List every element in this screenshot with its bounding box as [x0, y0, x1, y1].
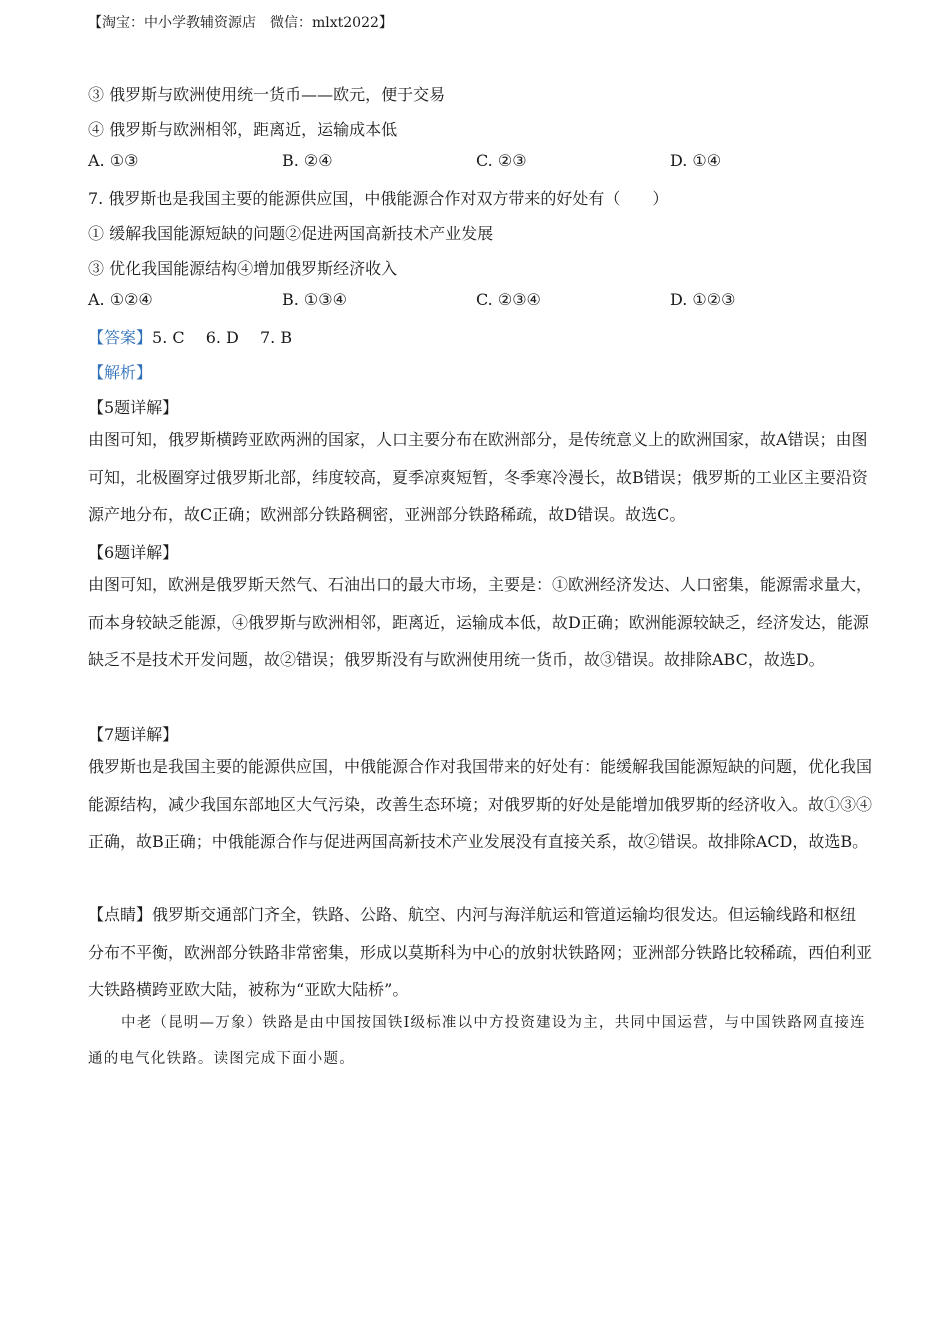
reading-passage: 中老（昆明—万象）铁路是由中国按国铁Ⅰ级标准以中方投资建设为主，共同中国运营，与中国铁路网直接连通的电气化铁路。读图完成下面小题。 [88, 1015, 866, 1067]
answer-label: 【答案】 [88, 328, 153, 347]
page-header: 【淘宝：中小学教辅资源店 微信：mlxt2022】 [88, 15, 393, 31]
q7-choice-a: A. ①②④ [88, 290, 153, 309]
q7-stem: 7. 俄罗斯也是我国主要的能源供应国，中俄能源合作对双方带来的好处有（ ） [88, 189, 669, 208]
detail-6-text: 由图可知，欧洲是俄罗斯天然气、石油出口的最大市场，主要是：①欧洲经济发达、人口密集，能源需求量大，而本身较缺乏能源，④俄罗斯与欧洲相邻，距离近，运输成本低，故D正确；欧洲能源较缺乏，经济发达，能源缺乏不是技术开发问题，故②错误；俄罗斯没有与欧洲使用统一货币，故③错误。故排除ABC，故选D。 [88, 575, 873, 669]
detail-7-title: 【7题详解】 [88, 725, 179, 744]
detail-5-title: 【5题详解】 [88, 398, 179, 417]
answer-line [88, 325, 292, 348]
q7-statement-line-2: ③ 优化我国能源结构④增加俄罗斯经济收入 [88, 259, 398, 278]
q7-choice-b: B. ①③④ [282, 290, 347, 309]
q7-choice-c: C. ②③④ [476, 290, 541, 309]
q7-choice-d: D. ①②③ [670, 290, 736, 309]
tip-text: 俄罗斯交通部门齐全，铁路、公路、航空、内河与海洋航运和管道运输均很发达。但运输线路和枢纽分布不平衡，欧洲部分铁路非常密集，形成以莫斯科为中心的放射状铁路网；亚洲部分铁路比较稀疏，西伯利亚大铁路横跨亚欧大陆，被称为“亚欧大陆桥”。 [88, 905, 873, 999]
detail-5-text: 由图可知，俄罗斯横跨亚欧两洲的国家，人口主要分布在欧洲部分，是传统意义上的欧洲国家，故A错误；由图可知，北极圈穿过俄罗斯北部，纬度较高，夏季凉爽短暂，冬季寒冷漫长，故B错误；俄罗斯的工业区主要沿资源产地分布，故C正确；欧洲部分铁路稠密，亚洲部分铁路稀疏，故D错误。故选C。 [88, 430, 868, 524]
q7-statement-line-1: ① 缓解我国能源短缺的问题②促进两国高新技术产业发展 [88, 224, 494, 243]
q6-choice-c: C. ②③ [476, 151, 527, 170]
tip-paragraph [88, 896, 872, 1009]
answer-text: 5. C 6. D 7. B [152, 328, 293, 347]
detail-6-title: 【6题详解】 [88, 543, 179, 562]
q6-option-3: ③ 俄罗斯与欧洲使用统一货币——欧元，便于交易 [88, 85, 446, 104]
detail-7-text: 俄罗斯也是我国主要的能源供应国，中俄能源合作对我国带来的好处有：能缓解我国能源短缺的问题，优化我国能源结构，减少我国东部地区大气污染，改善生态环境；对俄罗斯的好处是能增加俄罗斯的经济收入。故①③④正确，故B正确；中俄能源合作与促进两国高新技术产业发展没有直接关系，故②错误。故排除ACD，故选B。 [88, 757, 873, 851]
q6-choice-a: A. ①③ [88, 151, 139, 170]
q6-choice-b: B. ②④ [282, 151, 333, 170]
tip-label: 【点睛】 [88, 905, 153, 924]
q6-choice-d: D. ①④ [670, 151, 722, 170]
analysis-label: 【解析】 [88, 363, 153, 382]
q6-option-4: ④ 俄罗斯与欧洲相邻，距离近，运输成本低 [88, 120, 398, 139]
